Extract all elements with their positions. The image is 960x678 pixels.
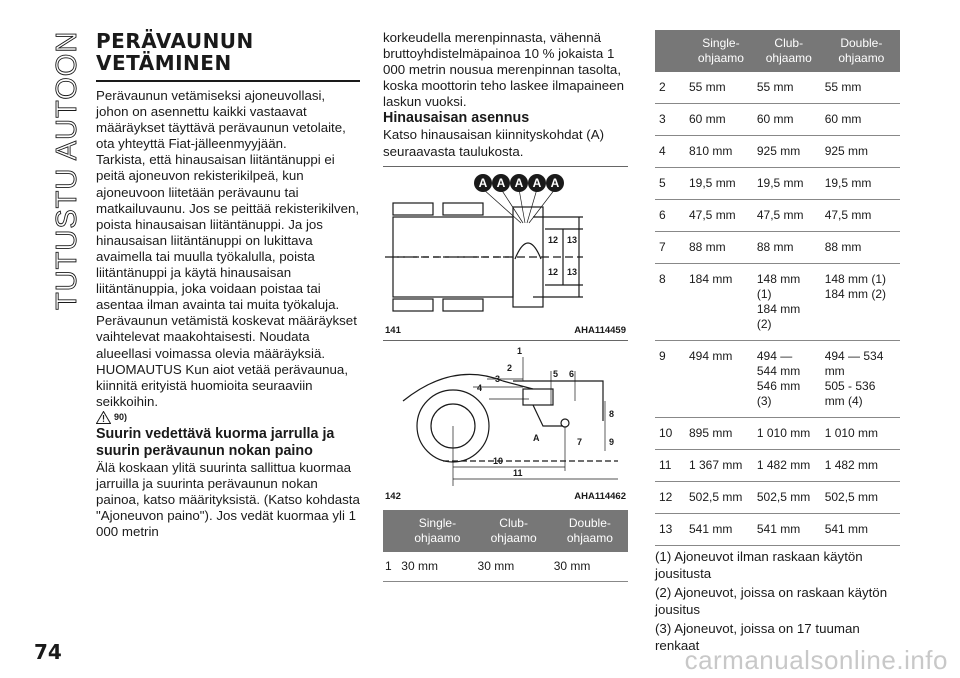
table-row <box>655 418 900 450</box>
table-row <box>655 514 900 546</box>
paragraph: Tarkista, että hinausaisan liitäntänuppi ei peitä ajoneuvon rekisterikilpeä, kun ajoneuvoon liitetään perävaunu tai matkailuvaunu. Jos se peittää rekisterikilven, poista hinausaisan liitäntänuppi. Ja jos hinausaisan liitäntänuppi on lukittava avaimella tai muulla työkalulla, poista liitäntänuppi ja käytä hinausaisan liitäntänuppia, joka voidaan poistaa tai asentaa ilman avainta tai muita työkaluja. <box>96 152 360 313</box>
callout-A <box>528 174 546 192</box>
table-cell: 541 mm <box>755 514 823 546</box>
paragraph: Älä koskaan ylitä suurinta sallittua kuormaa jarruilla ja suurinta perävaunun nokan painoa, katso määrityksistä. (Katso kohdasta "Ajoneuvon paino"). Jos vedät kuormaa yli 1 000 metrin <box>96 459 360 540</box>
table-cell: 1 010 mm <box>823 418 900 450</box>
table-cell: 502,5 mm <box>687 482 755 514</box>
table-cell: 1 <box>383 552 399 582</box>
callout-label: 9 <box>609 436 615 447</box>
table-row <box>655 264 900 341</box>
table-cell: 1 367 mm <box>687 450 755 482</box>
table-cell: 502,5 mm <box>823 482 900 514</box>
paragraph: Perävaunun vetämiseksi ajoneuvollasi, johon on asennettu kaikki vastaavat määräykset täyttävä perävaunun vetolaite, ota yhteyttä Fiat-jälleenmyyjään. <box>96 88 346 152</box>
table-header-cell: Double- ohjaamo <box>823 30 900 72</box>
paragraph: HUOMAUTUS Kun aiot vetää perävaunua, kiinnitä erityistä huomioita seuraaviin seikkoihin. <box>96 361 349 409</box>
column-3 <box>655 30 900 654</box>
table-row <box>655 450 900 482</box>
table-cell: 7 <box>655 232 687 264</box>
side-section-title-text: TUTUSTU AUTOON <box>51 30 83 310</box>
page-number: 74 <box>34 640 62 664</box>
svg-text:A: A <box>532 175 542 190</box>
table-row <box>655 341 900 418</box>
tow-bar-top-view-diagram <box>383 167 628 325</box>
callout-label: 6 <box>569 368 575 379</box>
table-cell: 12 <box>655 482 687 514</box>
table-cell: 4 <box>655 136 687 168</box>
table-cell: 30 mm <box>399 552 475 582</box>
figure-142 <box>383 340 628 502</box>
figure-code: AHA114459 <box>574 324 626 336</box>
subheading: Suurin vedettävä kuorma jarrulla ja suurin perävaunun nokan paino <box>96 425 335 459</box>
warning-reference <box>96 411 360 424</box>
table-header-cell: Club- ohjaamo <box>755 30 823 72</box>
table-cell: 60 mm <box>755 104 823 136</box>
warning-triangle-icon <box>96 411 111 424</box>
table-cell: 19,5 mm <box>687 168 755 200</box>
table-cell: 88 mm <box>755 232 823 264</box>
watermark: carmanualsonline.info <box>684 645 948 675</box>
svg-text:A: A <box>514 175 524 190</box>
table-header-cell: Club- ohjaamo <box>476 510 552 552</box>
callout-label: 4 <box>477 382 483 393</box>
table-header-row <box>383 510 628 552</box>
table-cell: 55 mm <box>687 72 755 104</box>
table-row <box>655 72 900 104</box>
callout-A <box>546 174 564 192</box>
callout-label: 3 <box>495 373 501 384</box>
callout-label: 5 <box>553 368 559 379</box>
callout-label: 8 <box>609 408 615 419</box>
table-cell: 1 010 mm <box>755 418 823 450</box>
table-cell: 810 mm <box>687 136 755 168</box>
table-row <box>655 200 900 232</box>
callout-label: A <box>533 432 540 443</box>
table-cell: 1 482 mm <box>755 450 823 482</box>
table-row <box>383 552 628 582</box>
callout-label: 11 <box>513 467 523 478</box>
table-row <box>655 104 900 136</box>
figure-caption <box>383 491 628 502</box>
table-header-row <box>655 30 900 72</box>
column-1 <box>96 30 360 540</box>
callout-A <box>510 174 528 192</box>
figure-code: AHA114462 <box>574 490 626 502</box>
table-header-cell <box>655 30 687 72</box>
dimension-label: 13 <box>567 234 578 245</box>
dimensions-table-part-2 <box>655 30 900 546</box>
footnote: (2) Ajoneuvot, joissa on raskaan käytön jousitus <box>655 585 888 617</box>
table-cell: 19,5 mm <box>823 168 900 200</box>
table-cell: 5 <box>655 168 687 200</box>
table-body <box>655 72 900 546</box>
table-cell: 494 mm <box>687 341 755 418</box>
column-2 <box>383 30 628 582</box>
side-section-title <box>46 30 86 320</box>
svg-text:A: A <box>496 175 506 190</box>
dimension-label: 13 <box>567 266 578 277</box>
table-cell: 11 <box>655 450 687 482</box>
table-header-cell: Single- ohjaamo <box>687 30 755 72</box>
callout-label: 7 <box>577 436 583 447</box>
table-cell: 502,5 mm <box>755 482 823 514</box>
callout-A <box>474 174 492 192</box>
table-cell: 1 482 mm <box>823 450 900 482</box>
table-cell: 60 mm <box>687 104 755 136</box>
dimension-label: 12 <box>548 266 559 277</box>
table-cell: 30 mm <box>552 552 628 582</box>
table-cell: 184 mm <box>687 264 755 341</box>
paragraph: Perävaunun vetämistä koskevat määräykset vaihtelevat maakohtaisesti. Noudata alueellasi voimassa olevia määräyksiä. <box>96 313 357 361</box>
table-cell: 148 mm (1) 184 mm (2) <box>823 264 900 341</box>
paragraph: korkeudella merenpinnasta, vähennä bruttoyhdistelmäpainoa 10 % jokaista 1 000 metrin nousua merenpinnan tasolta, koska moottorin teho laskee ilmapaineen laskun vuoksi. <box>383 30 624 110</box>
footnote: (3) Ajoneuvot, joissa on 17 tuuman renkaat <box>655 621 860 653</box>
table-cell: 60 mm <box>823 104 900 136</box>
table-header-cell <box>383 510 399 552</box>
table-cell: 6 <box>655 200 687 232</box>
table-cell: 494 — 544 mm 546 mm (3) <box>755 341 823 418</box>
figure-caption <box>383 325 628 336</box>
callout-label: 1 <box>517 345 523 356</box>
table-cell: 88 mm <box>687 232 755 264</box>
table-cell: 541 mm <box>823 514 900 546</box>
table-cell: 55 mm <box>755 72 823 104</box>
table-row <box>655 232 900 264</box>
table-cell: 47,5 mm <box>687 200 755 232</box>
table-cell: 19,5 mm <box>755 168 823 200</box>
table-cell: 895 mm <box>687 418 755 450</box>
callout-label: 2 <box>507 362 513 373</box>
figure-number: 141 <box>385 324 401 336</box>
table-cell: 541 mm <box>687 514 755 546</box>
footnote: (1) Ajoneuvot ilman raskaan käytön jousitusta <box>655 549 863 581</box>
section-heading: PERÄVAUNUN VETÄMINEN <box>96 30 360 82</box>
callout-label: 10 <box>493 455 504 466</box>
dimension-label: 12 <box>548 234 559 245</box>
dimensions-table-part-1 <box>383 510 628 582</box>
paragraph: Katso hinausaisan kiinnityskohdat (A) seuraavasta taulukosta. <box>383 127 604 159</box>
table-row <box>655 168 900 200</box>
table-cell: 8 <box>655 264 687 341</box>
figure-number: 142 <box>385 490 401 502</box>
table-cell: 55 mm <box>823 72 900 104</box>
svg-text:A: A <box>550 175 560 190</box>
table-cell: 925 mm <box>823 136 900 168</box>
table-cell: 3 <box>655 104 687 136</box>
table-cell: 47,5 mm <box>823 200 900 232</box>
table-cell: 88 mm <box>823 232 900 264</box>
table-cell: 2 <box>655 72 687 104</box>
svg-text:A: A <box>478 175 488 190</box>
table-header-cell: Single- ohjaamo <box>399 510 475 552</box>
table-row <box>655 482 900 514</box>
subheading: Hinausaisan asennus <box>383 110 530 127</box>
table-cell: 925 mm <box>755 136 823 168</box>
tow-bar-side-view-diagram <box>383 341 628 491</box>
table-row <box>655 136 900 168</box>
callout-A <box>492 174 510 192</box>
table-cell: 494 — 534 mm 505 - 536 mm (4) <box>823 341 900 418</box>
table-cell: 10 <box>655 418 687 450</box>
table-cell: 9 <box>655 341 687 418</box>
table-body <box>383 552 628 582</box>
table-header-cell: Double- ohjaamo <box>552 510 628 552</box>
table-cell: 30 mm <box>476 552 552 582</box>
figure-141 <box>383 166 628 336</box>
table-cell: 47,5 mm <box>755 200 823 232</box>
warning-ref-text: 90) <box>114 412 128 423</box>
table-cell: 13 <box>655 514 687 546</box>
table-cell: 148 mm (1) 184 mm (2) <box>755 264 823 341</box>
